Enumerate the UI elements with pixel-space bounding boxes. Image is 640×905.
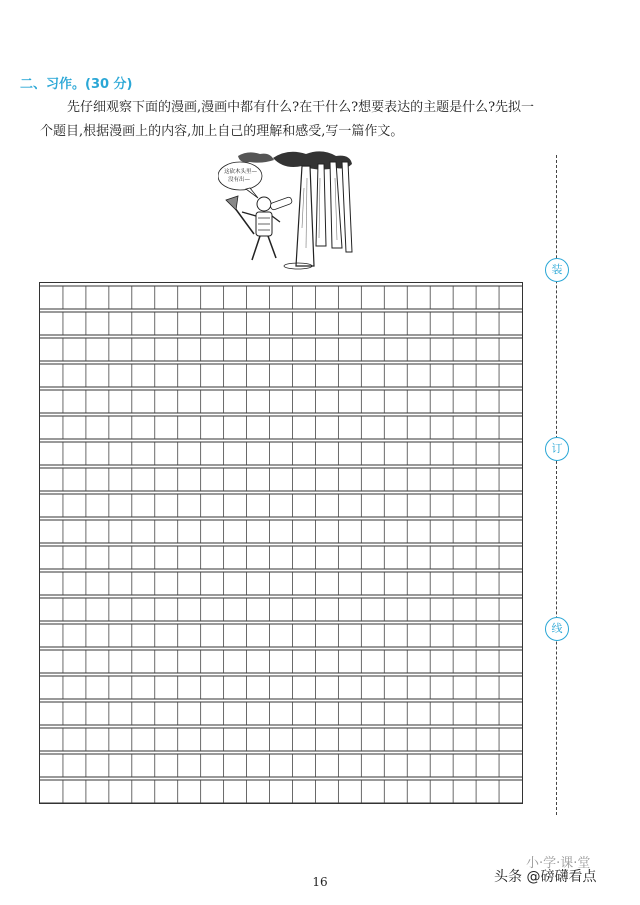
grid-row: [40, 468, 522, 491]
grid-row: [40, 754, 522, 777]
watermark-label: 头条 @磅礴看点: [494, 869, 597, 885]
instruction-text: 先仔细观察下面的漫画,漫画中都有什么?在干什么?想要表达的主题是什么?先拟一个题目,根据漫画上的内容,加上自己的理解和感受,写一篇作文。: [40, 100, 535, 139]
speech-bubble-line-1: 这砍木头里—: [224, 169, 258, 175]
grid-row: [40, 650, 522, 673]
grid-row: [40, 572, 522, 595]
section-title: 二、习作。(30 分): [20, 77, 133, 92]
grid-row: [40, 780, 522, 803]
grid-row: [40, 598, 522, 621]
grid-row: [40, 364, 522, 387]
grid-row: [40, 286, 522, 309]
grid-row: [40, 702, 522, 725]
grid-row: [40, 728, 522, 751]
writing-grid[interactable]: [39, 282, 523, 804]
grid-row: [40, 546, 522, 569]
grid-row: [40, 390, 522, 413]
grid-row: [40, 312, 522, 335]
grid-row: [40, 624, 522, 647]
grid-row: [40, 338, 522, 361]
grid-row: [40, 494, 522, 517]
watermark: [494, 866, 596, 886]
grid-row: [40, 520, 522, 543]
watermark-ghost: 小·学·课·堂: [526, 856, 591, 871]
speech-bubble-line-2: 没有出—: [228, 177, 251, 183]
binding-seal-1: 装: [545, 258, 569, 282]
cartoon-illustration: [218, 148, 354, 272]
binding-dashed-line: [556, 155, 557, 815]
grid-row: [40, 416, 522, 439]
page-number: 16: [312, 875, 328, 889]
grid-lines: [40, 283, 522, 803]
grid-row: [40, 442, 522, 465]
binding-seal-2: 订: [545, 437, 569, 461]
grid-row: [40, 676, 522, 699]
binding-seal-3: 线: [545, 617, 569, 641]
